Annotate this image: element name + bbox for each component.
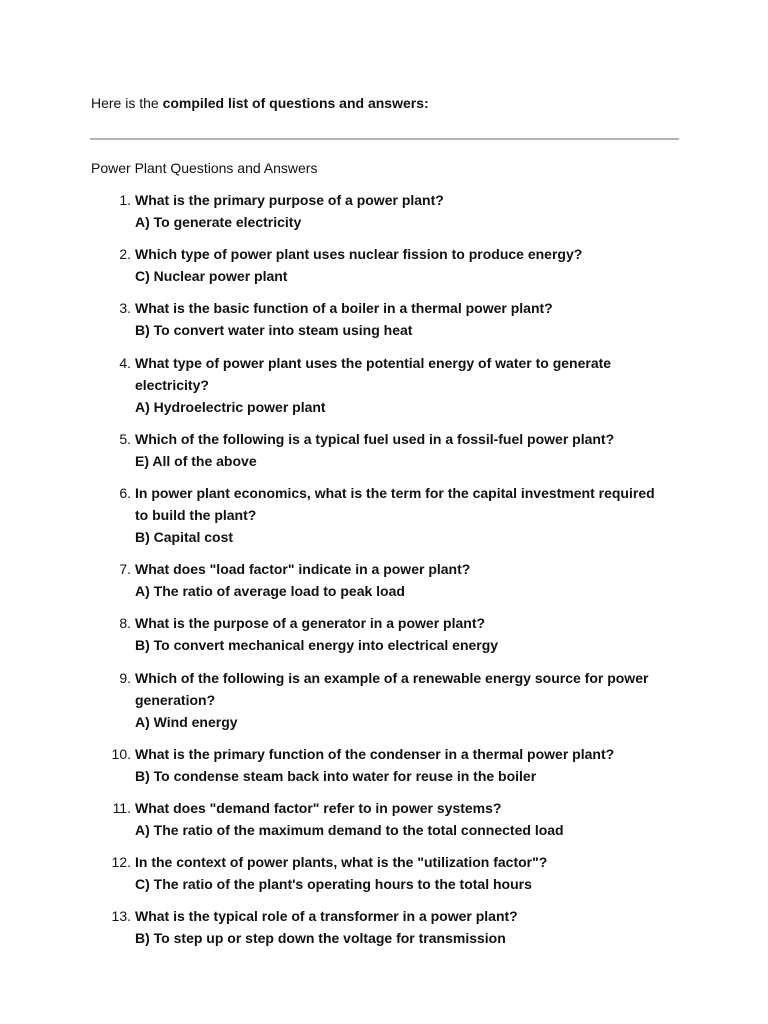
list-item [0,243,768,287]
item-number: 10. [111,745,131,762]
question-text: What is the purpose of a generator in a power plant? [135,615,486,632]
answer-text: B) Capital cost [135,528,234,545]
item-number: 6. [119,484,131,501]
list-item [0,612,768,656]
question-text: Which of the following is an example of a renewable energy source for power generation? [135,669,649,708]
list-item [0,743,768,787]
intro-bold: compiled list of questions and answers: [162,95,429,111]
list-item [0,797,768,841]
answer-text: A) The ratio of average load to peak load [135,583,405,600]
item-number: 5. [119,430,131,447]
item-number: 3. [119,300,131,317]
list-item [0,297,768,341]
answer-text: E) All of the above [135,452,257,469]
answer-text: B) To convert mechanical energy into electrical energy [135,637,499,654]
answer-text: B) To condense steam back into water for reuse in the boiler [135,767,537,784]
answer-text: B) To convert water into steam using heat [135,322,413,339]
question-text: What does "demand factor" refer to in power systems? [135,799,502,816]
intro-prefix: Here is the [91,95,163,111]
answer-text: A) To generate electricity [135,214,302,230]
question-text: What is the basic function of a boiler in a thermal power plant? [135,300,553,317]
list-item [0,352,768,418]
item-number: 13. [111,908,131,925]
qa-list [0,189,768,959]
item-number: 1. [119,192,131,208]
answer-text: C) The ratio of the plant's operating hours to the total hours [135,876,532,893]
question-text: What does "load factor" indicate in a power plant? [135,561,471,578]
question-text: What is the primary purpose of a power plant? [135,192,444,208]
section-title: Power Plant Questions and Answers [91,160,318,176]
list-item [0,851,768,895]
list-item [0,189,768,233]
horizontal-rule [90,138,679,140]
question-text: Which type of power plant uses nuclear fission to produce energy? [135,246,583,263]
answer-text: A) Wind energy [135,713,238,730]
answer-text: A) Hydroelectric power plant [135,398,326,415]
answer-text: C) Nuclear power plant [135,268,288,285]
question-text: In power plant economics, what is the term for the capital investment required to build the plant? [135,484,655,523]
question-text: In the context of power plants, what is the "utilization factor"? [135,854,548,871]
intro-text [91,93,429,113]
question-text: What is the primary function of the condenser in a thermal power plant? [135,745,615,762]
item-number: 7. [119,561,131,578]
list-item [0,558,768,602]
list-item [0,667,768,733]
question-text: What is the typical role of a transformer in a power plant? [135,908,518,925]
list-item [0,905,768,949]
answer-text: A) The ratio of the maximum demand to the total connected load [135,821,564,838]
list-item [0,428,768,472]
list-item [0,482,768,548]
item-number: 12. [111,854,131,871]
item-number: 2. [119,246,131,263]
question-text: What type of power plant uses the potential energy of water to generate electricity? [135,354,612,393]
answer-text: B) To step up or step down the voltage for transmission [135,930,506,947]
item-number: 4. [119,354,131,371]
item-number: 11. [112,799,131,816]
item-number: 9. [119,669,131,686]
question-text: Which of the following is a typical fuel used in a fossil-fuel power plant? [135,430,615,447]
item-number: 8. [119,615,131,632]
